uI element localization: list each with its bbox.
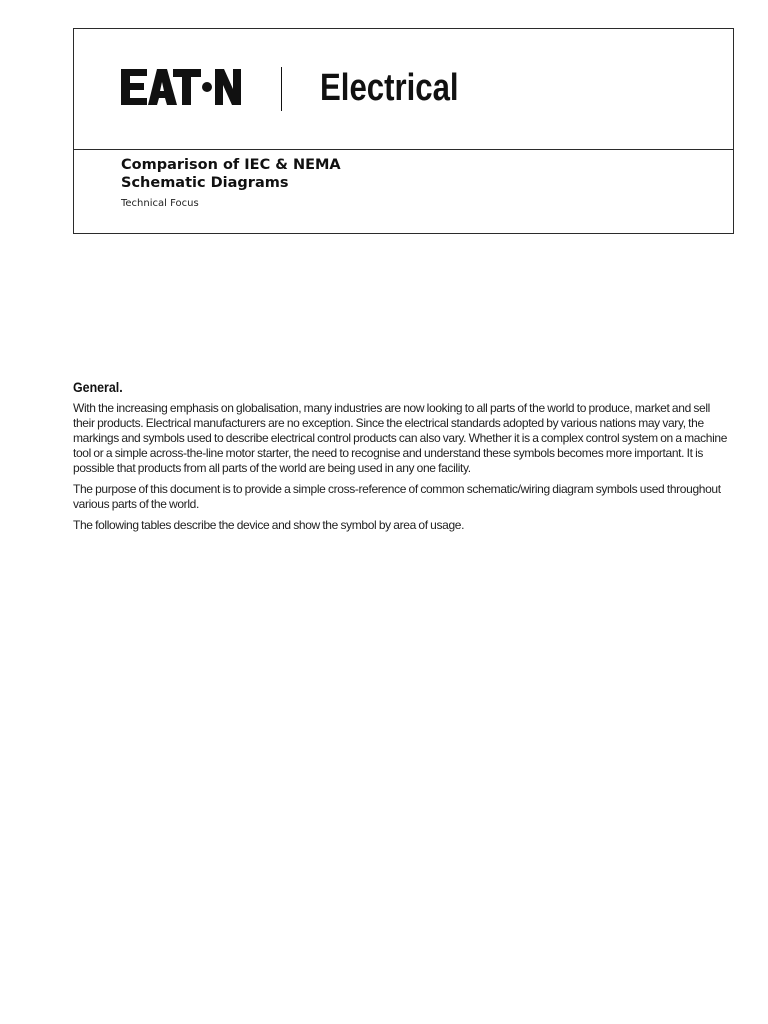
- section-heading: General.: [73, 380, 123, 395]
- header-box: [73, 28, 734, 234]
- title-block: [121, 156, 421, 209]
- paragraph: With the increasing emphasis on globalisation, many industries are now looking to all parts of the world to produce, market and sell their products. Electrical manufacturers are no exception. Since the electrical standards adopted by various nations may vary, the markings and symbols used to describe electrical control products can also vary. Whether it is a complex control system on a machine tool or a simple across-the-line motor starter, the need to recognise and understand these symbols becomes more important. It is possible that products from all parts of the world are being used in any one facility.: [73, 401, 728, 475]
- paragraph: The following tables describe the device and show the symbol by area of usage.: [73, 518, 465, 532]
- document-subtitle: Technical Focus: [121, 198, 199, 209]
- main-content: [73, 380, 733, 539]
- header-brand-bar: [74, 29, 733, 150]
- logo-divider: [281, 67, 282, 111]
- document-title: Comparison of IEC & NEMA Schematic Diagrams: [121, 157, 341, 191]
- unit-title: Electrical: [320, 67, 459, 109]
- eaton-logo-mark: [121, 69, 241, 105]
- paragraph: The purpose of this document is to provide a simple cross-reference of common schematic/wiring diagram symbols used throughout various parts of the world.: [73, 482, 721, 511]
